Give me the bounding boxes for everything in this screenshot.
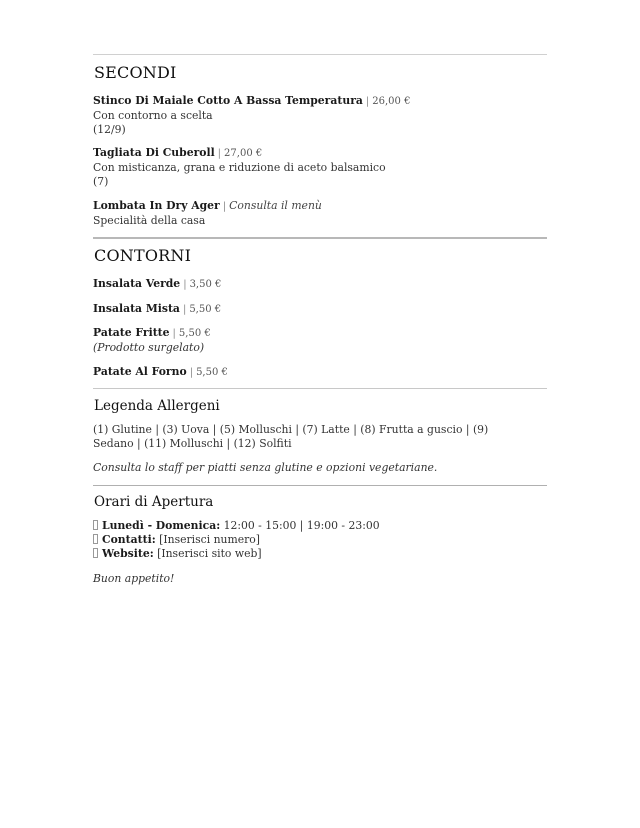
divider [93, 388, 547, 389]
menu-item [93, 365, 228, 380]
section-title-allergeni: Legenda Allergeni [94, 398, 220, 414]
menu-item [93, 199, 322, 228]
menu-item [93, 302, 221, 317]
menu-item [93, 94, 410, 137]
item-name: Patate Fritte [93, 326, 170, 339]
info-line-hours [93, 519, 533, 533]
item-description: Specialità della casa [93, 214, 206, 227]
item-name: Insalata Verde [93, 277, 181, 290]
separator: | [189, 367, 194, 378]
item-name: Stinco Di Maiale Cotto A Bassa Temperatura [93, 94, 363, 107]
allergen-note: Consulta lo staff per piatti senza glutine e opzioni vegetariane. [93, 461, 438, 474]
item-price: Consulta il menù [229, 199, 322, 212]
clock-icon [93, 520, 98, 530]
separator: | [183, 279, 187, 290]
globe-icon [93, 548, 98, 558]
item-name: Lombata In Dry Ager [93, 199, 220, 212]
divider [93, 237, 547, 239]
item-price: 5,50 € [189, 304, 222, 315]
item-name: Patate Al Forno [93, 365, 187, 378]
divider [93, 485, 547, 486]
phone-icon [93, 534, 98, 544]
separator: | [217, 148, 222, 159]
section-title-contorni: CONTORNI [94, 246, 192, 265]
info-value: [Inserisci sito web] [157, 547, 262, 560]
item-description: Con misticanza, grana e riduzione di aceto balsamico [93, 161, 386, 174]
item-name: Insalata Mista [93, 302, 180, 315]
separator: | [172, 328, 176, 339]
item-price: 3,50 € [189, 279, 222, 290]
item-price: 27,00 € [224, 148, 263, 159]
separator: | [182, 304, 187, 315]
item-price: 26,00 € [372, 96, 411, 107]
menu-item [93, 146, 386, 189]
item-price: 5,50 € [178, 328, 211, 339]
item-price: 5,50 € [196, 367, 228, 378]
menu-item [93, 277, 221, 292]
section-title-secondi: SECONDI [94, 63, 177, 82]
info-label: Website: [102, 547, 154, 560]
info-value: [Inserisci numero] [159, 533, 260, 546]
item-description: Con contorno a scelta [93, 109, 213, 122]
menu-item [93, 326, 211, 355]
info-value: 12:00 - 15:00 | 19:00 - 23:00 [223, 519, 380, 532]
allergen-legend: (1) Glutine | (3) Uova | (5) Molluschi | (7) Latte | (8) Frutta a guscio | (9) Sedano | (11) Molluschi | (12) Solfiti [93, 423, 489, 450]
closing-message: Buon appetito! [93, 572, 175, 585]
item-allergens: (12/9) [93, 123, 126, 136]
separator: | [365, 96, 370, 107]
info-line-contacts [93, 533, 533, 547]
item-name: Tagliata Di Cuberoll [93, 146, 215, 159]
info-label: Lunedì - Domenica: [102, 519, 221, 532]
item-allergens: (7) [93, 175, 109, 188]
separator: | [222, 201, 227, 212]
item-note: (Prodotto surgelato) [93, 341, 205, 354]
info-label: Contatti: [102, 533, 156, 546]
section-title-orari: Orari di Apertura [94, 494, 214, 510]
divider-top [93, 54, 547, 55]
info-line-website [93, 547, 533, 561]
opening-info [93, 519, 533, 561]
